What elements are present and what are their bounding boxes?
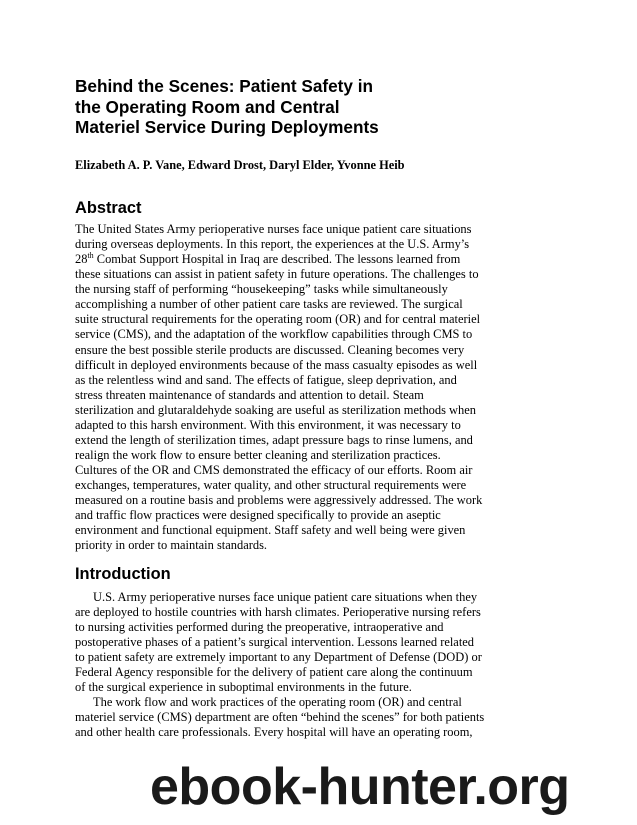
abstract-line: and traffic flow practices were designed specifically to provide an aseptic bbox=[75, 508, 441, 523]
abstract-line: service (CMS), and the adaptation of the workflow capabilities through CMS to bbox=[75, 327, 473, 342]
paragraph-line: Federal Agency responsible for the delivery of patient care along the continuum bbox=[75, 665, 473, 680]
abstract-body bbox=[75, 222, 495, 553]
introduction-paragraph-2 bbox=[75, 695, 495, 740]
abstract-line: realign the work flow to ensure better cleaning and sterilization practices. bbox=[75, 447, 441, 462]
abstract-line: stress threaten maintenance of standards and attention to detail. Steam bbox=[75, 387, 424, 402]
ordinal-suffix: th bbox=[87, 251, 94, 261]
abstract-line: measured on a routine basis and problems were aggressively addressed. The work bbox=[75, 493, 483, 508]
abstract-line: suite structural requirements for the operating room (OR) and for central materiel bbox=[75, 312, 481, 327]
title-line: Behind the Scenes: Patient Safety in bbox=[75, 76, 373, 96]
abstract-line: ensure the best possible sterile products are discussed. Cleaning becomes very bbox=[75, 342, 465, 357]
paragraph-line: to patient safety are extremely important to any Department of Defense (DOD) or bbox=[75, 650, 482, 665]
abstract-line: priority in order to maintain standards. bbox=[75, 538, 268, 553]
paragraph-line: postoperative phases of a patient’s surgical intervention. Lessons learned related bbox=[75, 635, 475, 650]
abstract-heading: Abstract bbox=[75, 199, 142, 217]
introduction-heading: Introduction bbox=[75, 565, 171, 583]
paragraph-line: are deployed to hostile countries with harsh climates. Perioperative nursing refers bbox=[75, 605, 481, 620]
introduction-paragraph-1 bbox=[75, 590, 495, 695]
author-list: Elizabeth A. P. Vane, Edward Drost, Daryl Elder, Yvonne Heib bbox=[75, 158, 405, 172]
paragraph-line: materiel service (CMS) department are often “behind the scenes” for both patients bbox=[75, 710, 485, 725]
ordinal-number: 28 bbox=[75, 252, 88, 267]
abstract-line: exchanges, temperatures, water quality, and other structural requirements were bbox=[75, 478, 467, 493]
abstract-line-rest: Combat Support Hospital in Iraq are described. The lessons learned from bbox=[93, 252, 461, 267]
abstract-line: environment and functional equipment. Staff safety and well being were given bbox=[75, 523, 466, 538]
abstract-line: The United States Army perioperative nurses face unique patient care situations bbox=[75, 222, 472, 236]
abstract-line: these situations can assist in patient safety in future operations. The challenges to bbox=[75, 267, 479, 282]
paragraph-line: to nursing activities performed during the preoperative, intraoperative and bbox=[75, 620, 444, 635]
paragraph-line: of the surgical experience in suboptimal environments in the future. bbox=[75, 680, 412, 695]
abstract-line: accomplishing a number of other patient care tasks are reviewed. The surgical bbox=[75, 297, 463, 312]
paragraph-line: U.S. Army perioperative nurses face unique patient care situations when they bbox=[93, 590, 478, 604]
abstract-line bbox=[75, 252, 495, 267]
paper-title bbox=[75, 76, 495, 138]
abstract-line: as the relentless wind and sand. The effects of fatigue, sleep deprivation, and bbox=[75, 372, 457, 387]
abstract-line: extend the length of sterilization times, adapt pressure bags to rinse lumens, and bbox=[75, 432, 473, 447]
abstract-line: the nursing staff of performing “housekeeping” tasks while simultaneously bbox=[75, 282, 448, 297]
title-line: the Operating Room and Central bbox=[75, 96, 340, 117]
paragraph-line: and other health care professionals. Every hospital will have an operating room, bbox=[75, 725, 473, 740]
abstract-line: difficult in deployed environments because of the mass casualty episodes as well bbox=[75, 357, 478, 372]
title-line: Materiel Service During Deployments bbox=[75, 117, 379, 137]
watermark-text: ebook-hunter.org bbox=[150, 758, 570, 816]
paragraph-line: The work flow and work practices of the operating room (OR) and central bbox=[93, 695, 462, 709]
abstract-line: sterilization and glutaraldehyde soaking are useful as sterilization methods when bbox=[75, 402, 476, 417]
abstract-line: during overseas deployments. In this report, the experiences at the U.S. Army’s bbox=[75, 237, 470, 252]
abstract-line: Cultures of the OR and CMS demonstrated the efficacy of our efforts. Room air bbox=[75, 463, 473, 477]
abstract-line: adapted to this harsh environment. With this environment, it was necessary to bbox=[75, 417, 461, 432]
